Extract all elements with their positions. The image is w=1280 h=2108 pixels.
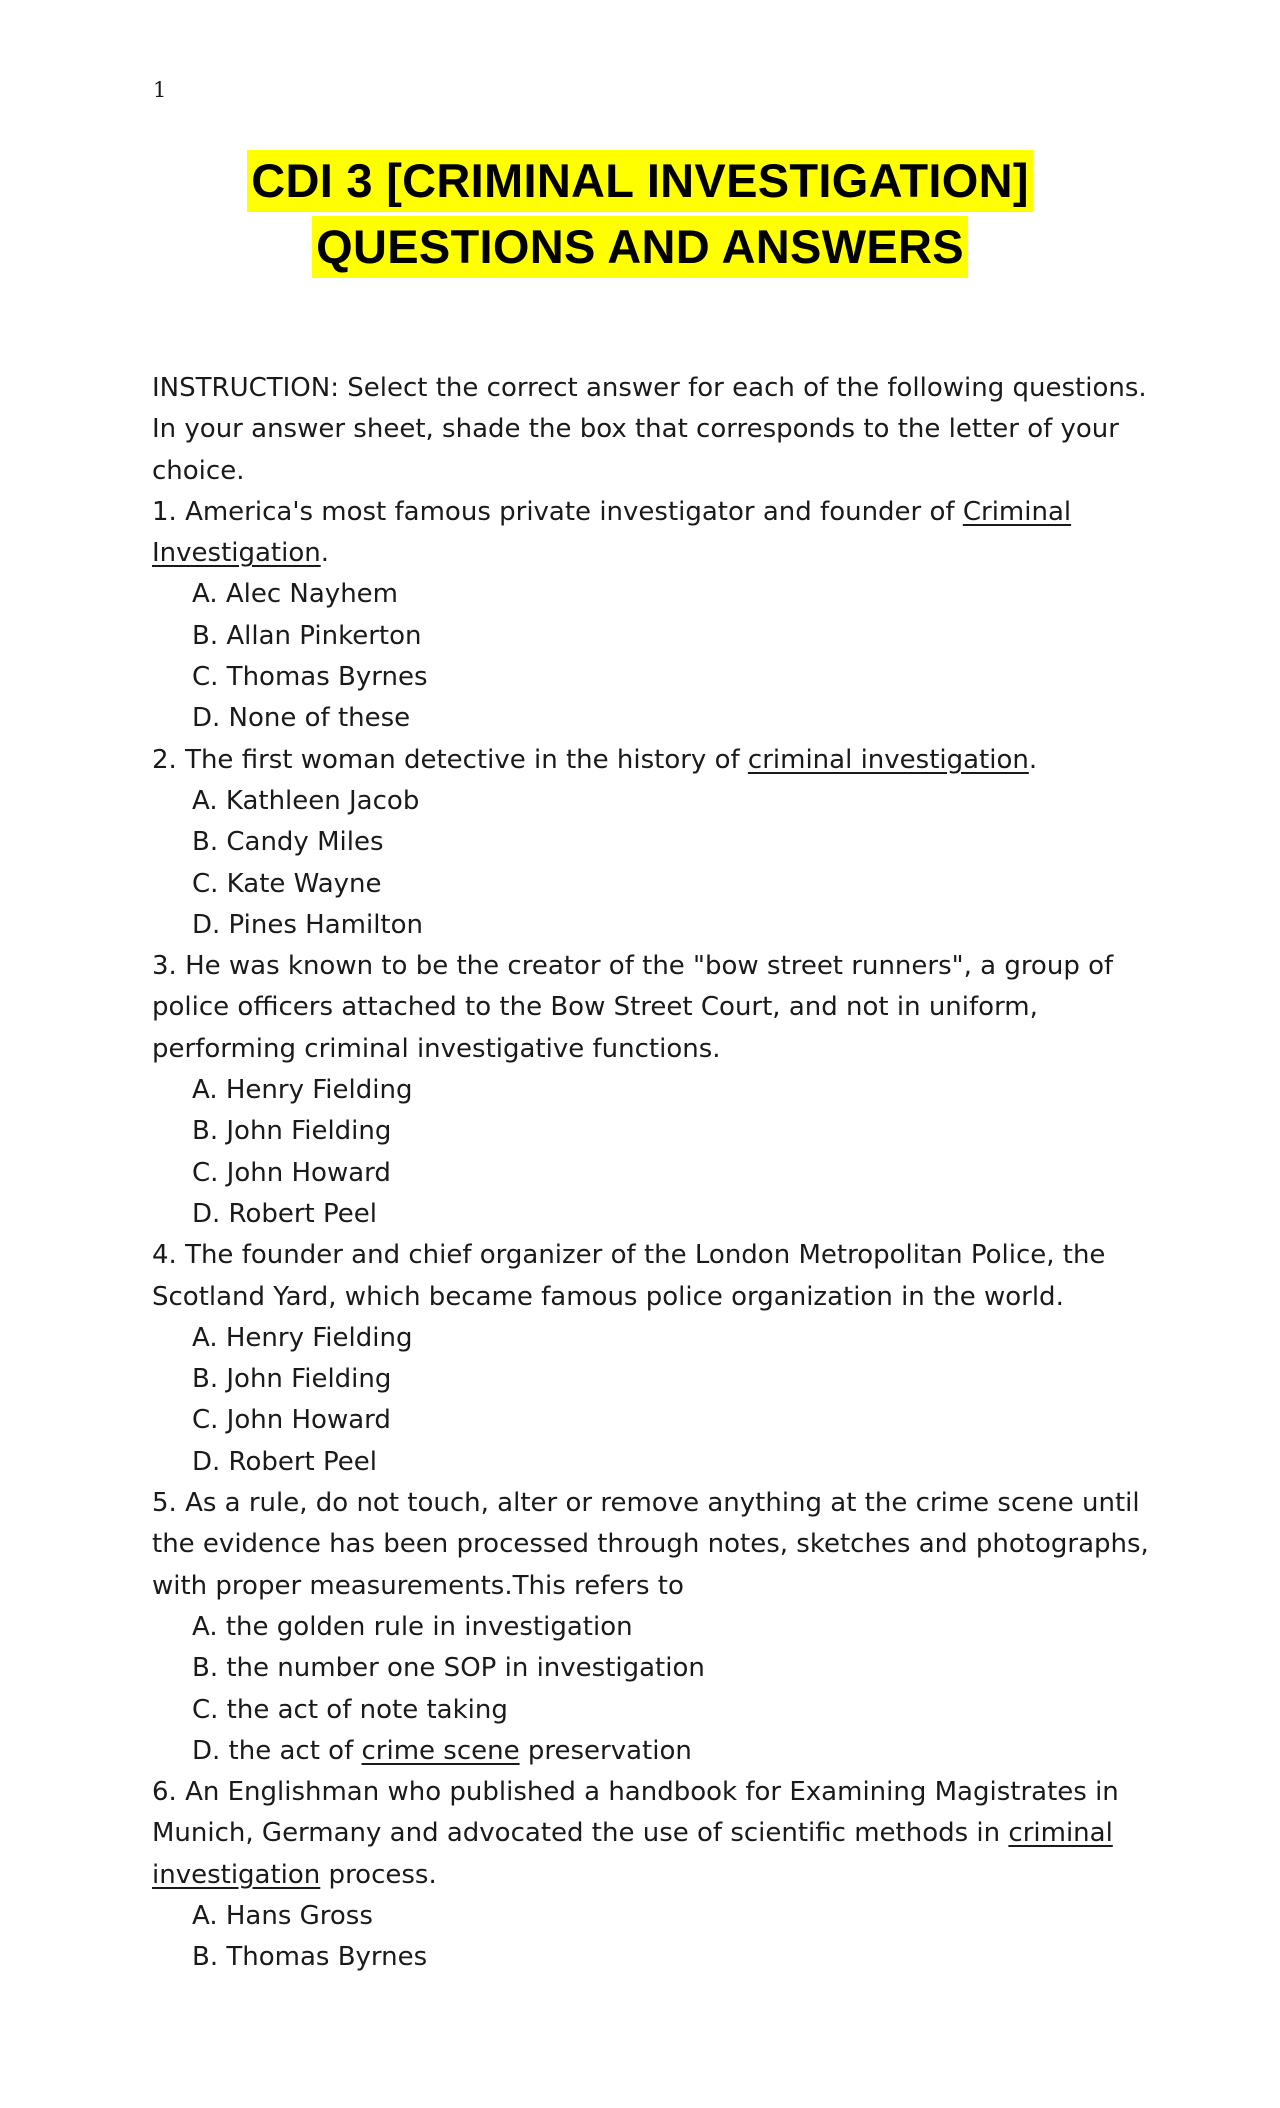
option-b: B. Thomas Byrnes bbox=[192, 1942, 428, 1973]
question-2-options bbox=[152, 781, 1152, 946]
option-a: A. Alec Nayhem bbox=[192, 579, 398, 610]
option-b: B. the number one SOP in investigation bbox=[192, 1653, 705, 1684]
title-line-1: CDI 3 [CRIMINAL INVESTIGATION] bbox=[247, 150, 1033, 212]
option-d: D. None of these bbox=[192, 703, 411, 734]
question-4-options bbox=[152, 1318, 1152, 1483]
option-d: D. the act of crime scene preservation bbox=[192, 1735, 692, 1766]
option-b: B. Candy Miles bbox=[192, 827, 384, 858]
option-b: B. Allan Pinkerton bbox=[192, 620, 422, 651]
question-3 bbox=[152, 946, 1152, 1235]
option-d: D. Pines Hamilton bbox=[192, 909, 424, 940]
title-line-2: QUESTIONS AND ANSWERS bbox=[312, 216, 968, 278]
option-d: D. Robert Peel bbox=[192, 1198, 377, 1229]
question-6-text: 6. An Englishman who published a handbook for Examining Magistrates in Munich, Germany and advocated the use of scientific methods in criminal investigation process. bbox=[152, 1777, 1119, 1890]
option-c: C. Thomas Byrnes bbox=[192, 662, 428, 693]
page-number: 1 bbox=[153, 78, 167, 102]
criminal-investigation-link[interactable]: criminal investigation bbox=[747, 744, 1029, 775]
option-d: D. Robert Peel bbox=[192, 1446, 377, 1477]
question-4-text: 4. The founder and chief organizer of the London Metropolitan Police, the Scotland Yard, which became famous police organization in the world. bbox=[152, 1240, 1106, 1312]
option-b: B. John Fielding bbox=[192, 1364, 392, 1395]
question-6 bbox=[152, 1772, 1152, 1978]
question-1 bbox=[152, 492, 1152, 740]
option-c: C. the act of note taking bbox=[192, 1694, 508, 1725]
crime-scene-link[interactable]: crime scene bbox=[361, 1735, 520, 1766]
option-a: A. Henry Fielding bbox=[192, 1322, 413, 1353]
question-3-options bbox=[152, 1070, 1152, 1235]
option-a: A. Henry Fielding bbox=[192, 1075, 413, 1106]
question-4 bbox=[152, 1235, 1152, 1483]
instruction-text: INSTRUCTION: Select the correct answer for each of the following questions. In your answer sheet, shade the box that corresponds to the letter of your choice. bbox=[152, 373, 1147, 486]
document-title bbox=[0, 150, 1280, 278]
question-1-text: 1. America's most famous private investigator and founder of Criminal Investigation. bbox=[152, 496, 1072, 569]
question-1-options bbox=[152, 574, 1152, 739]
question-2-text: 2. The first woman detective in the history of criminal investigation. bbox=[152, 744, 1038, 775]
question-3-text: 3. He was known to be the creator of the "bow street runners", a group of police officers attached to the Bow Street Court, and not in uniform, performing criminal investigative functions. bbox=[152, 951, 1114, 1064]
option-a: A. Kathleen Jacob bbox=[192, 785, 420, 816]
criminal-investigation-link[interactable]: criminal investigation bbox=[152, 1818, 1113, 1890]
option-c: C. John Howard bbox=[192, 1405, 391, 1436]
option-b: B. John Fielding bbox=[192, 1116, 392, 1147]
option-c: C. Kate Wayne bbox=[192, 868, 382, 899]
option-a: A. the golden rule in investigation bbox=[192, 1611, 633, 1642]
question-5-options bbox=[152, 1607, 1152, 1772]
option-a: A. Hans Gross bbox=[192, 1900, 373, 1931]
document-body bbox=[152, 368, 1152, 1979]
question-6-options bbox=[152, 1896, 1152, 1979]
option-c: C. John Howard bbox=[192, 1157, 391, 1188]
question-2 bbox=[152, 740, 1152, 946]
criminal-investigation-link[interactable]: Criminal Investigation bbox=[152, 496, 1072, 569]
question-5 bbox=[152, 1483, 1152, 1772]
question-5-text: 5. As a rule, do not touch, alter or remove anything at the crime scene until the evidence has been processed through notes, sketches and photographs, with proper measurements.This refers to bbox=[152, 1488, 1149, 1601]
